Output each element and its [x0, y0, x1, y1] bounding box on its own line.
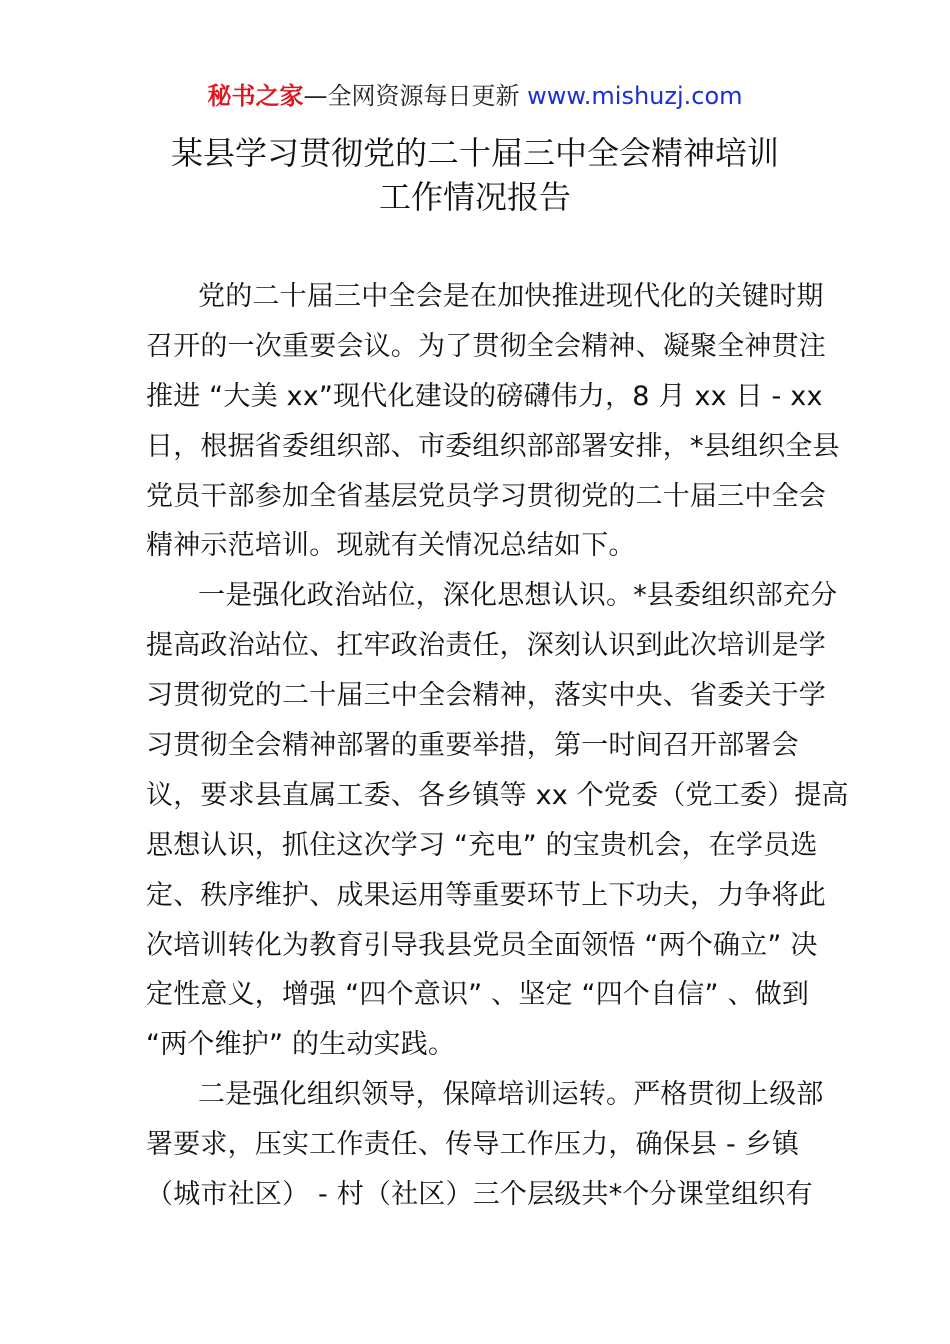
paragraph-point-two [146, 1070, 824, 1220]
site-brand: 秘书之家 [207, 82, 304, 110]
text-line: 二是强化组织领导，保障培训运转。严格贯彻上级部 [198, 1079, 824, 1111]
text-line: 推进 “大美 xx”现代化建设的磅礴伟力，8 月 xx 日 - xx [146, 380, 823, 412]
text-line: （城市社区） - 村（社区）三个层级共*个分课堂组织有 [146, 1179, 813, 1211]
text-line: 召开的一次重要会议。为了贯彻全会精神、凝聚全神贯注 [146, 330, 826, 362]
text-line: 议，要求县直属工委、各乡镇等 xx 个党委（党工委）提高 [146, 779, 849, 811]
text-line: “两个维护” 的生动实践。 [146, 1029, 456, 1061]
document-title-line-1: 某县学习贯彻党的二十届三中全会精神培训 [170, 134, 779, 172]
text-line: 习贯彻全会精神部署的重要举措，第一时间召开部署会 [146, 730, 799, 762]
paragraph-point-one [146, 571, 849, 1070]
text-line: 定性意义，增强 “四个意识” 、坚定 “四个自信” 、做到 [146, 979, 810, 1011]
text-line: 习贯彻党的二十届三中全会精神，落实中央、省委关于学 [146, 680, 826, 712]
text-line: 提高政治站位、扛牢政治责任，深刻认识到此次培训是学 [146, 630, 826, 662]
text-line: 一是强化政治站位，深化思想认识。*县委组织部充分 [198, 580, 838, 612]
paragraph-intro [146, 272, 840, 571]
text-line: 思想认识，抓住这次学习 “充电” 的宝贵机会，在学员选 [146, 829, 818, 861]
text-line: 次培训转化为教育引导我县党员全面领悟 “两个确立” 决 [146, 929, 818, 961]
document-body [146, 272, 849, 1220]
site-url[interactable]: www.mishuzj.com [527, 82, 743, 110]
text-line: 署要求，压实工作责任、传导工作压力，确保县 - 乡镇 [146, 1129, 800, 1161]
text-line: 定、秩序维护、成果运用等重要环节上下功夫，力争将此 [146, 879, 826, 911]
document-title-line-2: 工作情况报告 [378, 178, 571, 216]
text-line: 精神示范培训。现就有关情况总结如下。 [146, 530, 636, 562]
text-line: 党的二十届三中全会是在加快推进现代化的关键时期 [198, 281, 824, 312]
text-line: 日，根据省委组织部、市委组织部部署安排，*县组织全县 [146, 430, 840, 462]
site-header [0, 80, 950, 112]
text-line: 党员干部参加全省基层党员学习贯彻党的二十届三中全会 [146, 480, 826, 512]
site-tagline: —全网资源每日更新 [303, 82, 528, 110]
